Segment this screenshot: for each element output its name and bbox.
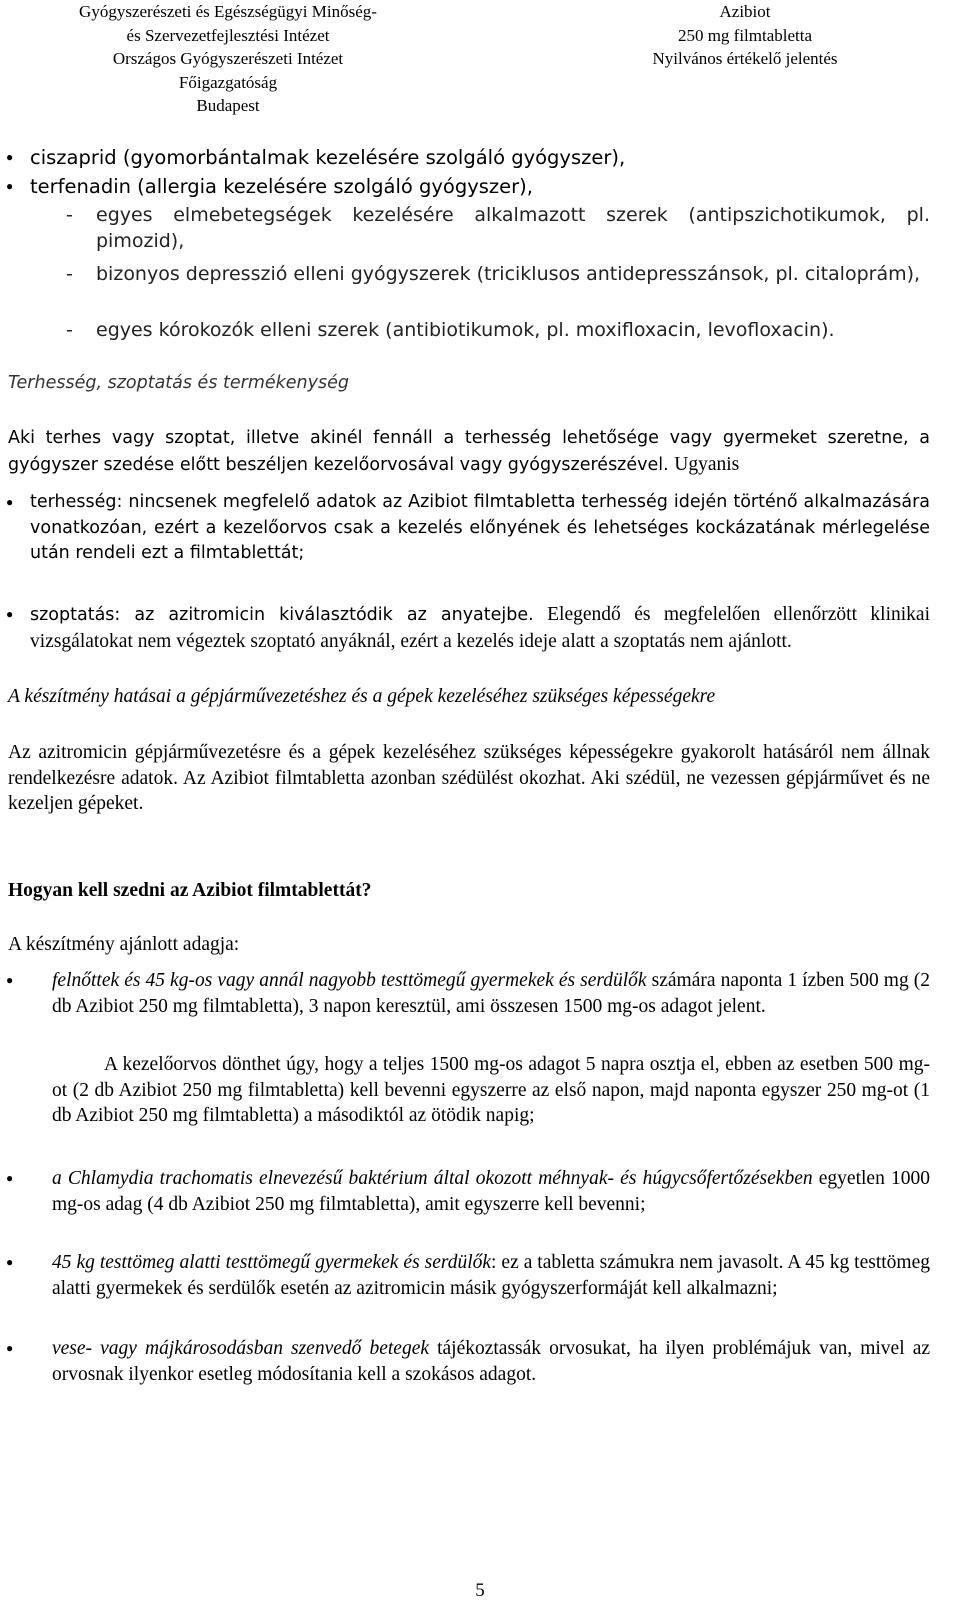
dosage-item-text: : ez a tabletta számukra nem javasolt. A 45 kg testtömeg alatti gyermekek és serdülők esetén az azitromicin másik gyógyszerformáját kell alkalmazni;: [52, 1252, 930, 1299]
bullet-icon: ●: [6, 179, 14, 193]
dash-marker: -: [66, 263, 73, 285]
dosage-item-paragraph: A kezelőorvos dönthet úgy, hogy a teljes 1500 mg-os adagot 5 napra osztja el, ebben az esetben 500 mg-ot (2 db Azibiot 250 mg filmtabletta) kell bevenni egyszerre az első napon, majd naponta egyszer 250 mg-ot (1 db Azibiot 250 mg filmtabletta) a másodiktól az ötödik napig;: [52, 1054, 930, 1126]
dosage-intro: A készítmény ajánlott adagja:: [8, 934, 240, 955]
header-right-line: Azibiot: [719, 2, 771, 21]
interaction-dash-item: [66, 203, 930, 255]
pregnancy-item: [30, 602, 930, 654]
interaction-dash-text: egyes kórokozók elleni szerek (antibiotikumok, pl. moxifloxacin, levofloxacin).: [96, 319, 835, 341]
interaction-bullet: terfenadin (allergia kezelésére szolgáló gyógyszer),: [30, 175, 533, 198]
page-number: 5: [475, 1580, 485, 1601]
interaction-dash-text: bizonyos depresszió elleni gyógyszerek (triciklusos antidepresszánsok, pl. citaloprám),: [96, 263, 921, 285]
header-right: [600, 0, 890, 71]
dosage-item: [52, 1336, 930, 1387]
bullet-icon: ●: [6, 1171, 14, 1185]
pregnancy-intro: [8, 426, 930, 478]
section-heading-driving: A készítmény hatásai a gépjárművezetéshez és a gépek kezeléséhez szükséges képességekre: [8, 686, 716, 707]
bullet-icon: ●: [6, 150, 14, 164]
section-heading-pregnancy: Terhesség, szoptatás és termékenység: [8, 373, 349, 393]
dosage-item-text: egyetlen 1000 mg-os adag (4 db Azibiot 250 mg filmtabletta), amit egyszerre kell bevenni;: [52, 1168, 931, 1215]
pregnancy-item2-rest: Elegendő és megfelelően ellenőrzött klinikai vizsgálatokat nem végeztek szoptató anyáknál, ezért a kezelés ideje alatt a szoptatás nem ajánlott.: [30, 604, 930, 652]
driving-text-1: Az azitromicin gépjárművezetésre és a gépek kezeléséhez szükséges képességekre gyakorolt hatásáról nem állnak rendelkezésre adatok.: [8, 742, 930, 789]
header-left-line: Országos Gyógyszerészeti Intézet: [112, 49, 344, 68]
bullet-icon: ●: [6, 1341, 14, 1355]
dosage-item: [52, 1250, 930, 1301]
bullet-icon: ●: [6, 607, 14, 621]
pregnancy-item: terhesség: nincsenek megfelelő adatok az Azibiot filmtabletta terhesség idején történő alkalmazására vonatkozóan, ezért a kezelőorvos csak a kezelés előnyének és lehetséges kockázatának mérlegelése után rendeli ezt a filmtablettát;: [30, 492, 930, 563]
section-title-dosage: Hogyan kell szedni az Azibiot filmtablettát?: [8, 880, 372, 901]
driving-text-2: Az Azibiot filmtabletta azonban szédülést okozhat. Aki szédül, ne vezessen gépjárművet és ne kezeljen gépeket.: [8, 767, 930, 814]
dosage-item-italic: a Chlamydia trachomatis elnevezésű baktérium által okozott méhnyak- és húgycsőfertőzésekben: [52, 1168, 813, 1189]
header-left-line: és Szervezetfejlesztési Intézet: [126, 25, 330, 45]
interaction-dash-item: [66, 262, 930, 314]
bullet-icon: ●: [6, 1255, 14, 1269]
header-left-line: Főigazgatóság: [178, 72, 278, 92]
dosage-item: [52, 1166, 930, 1217]
dosage-item-italic: felnőttek és 45 kg-os vagy annál nagyobb testtömegű gyermekek és serdülők: [52, 970, 647, 991]
bullet-icon: ●: [6, 495, 14, 509]
dosage-item-text: számára naponta 1 ízben 500 mg (2 db Azibiot 250 mg filmtabletta), 3 napon keresztül, ami összesen 1500 mg-os adagot jelent.: [52, 970, 930, 1017]
header-left: [8, 0, 448, 118]
pregnancy-intro-text: Aki terhes vagy szoptat, illetve akinél fennáll a terhesség lehetősége vagy gyermeket szeretne, a gyógyszer szedése előtt beszéljen kezelőorvosával vagy gyógyszerészével.: [8, 428, 930, 475]
interaction-dash-text: egyes elmebetegségek kezelésére alkalmazott szerek (antipszichotikumok, pl. pimozid),: [96, 204, 930, 252]
dash-marker: -: [66, 319, 73, 341]
driving-paragraph: [8, 740, 930, 817]
dosage-item-italic: vese- vagy májkárosodásban szenvedő betegek: [52, 1338, 430, 1359]
dosage-item: [52, 968, 930, 1019]
bullet-icon: ●: [6, 973, 14, 987]
interaction-bullet: ciszaprid (gyomorbántalmak kezelésére szolgáló gyógyszer),: [30, 146, 626, 169]
header-left-line: Gyógyszerészeti és Egészségügyi Minőség-: [79, 2, 377, 21]
pregnancy-ugyanis: Ugyanis: [674, 453, 740, 475]
dosage-item-italic: 45 kg testtömeg alatti testtömegű gyermekek és serdülők: [52, 1252, 492, 1273]
dosage-item-text: tájékoztassák orvosukat, ha ilyen problémájuk van, mivel az orvosnak ilyenkor esetleg módosítania kell a szokásos adagot.: [52, 1338, 931, 1385]
header-left-line: Budapest: [196, 96, 260, 115]
dash-marker: -: [66, 204, 73, 226]
header-right-line: 250 mg filmtabletta: [677, 25, 813, 45]
header-right-line: Nyilvános értékelő jelentés: [652, 49, 838, 68]
pregnancy-item2-text: szoptatás: az azitromicin kiválasztódik az anyatejbe.: [30, 605, 534, 625]
